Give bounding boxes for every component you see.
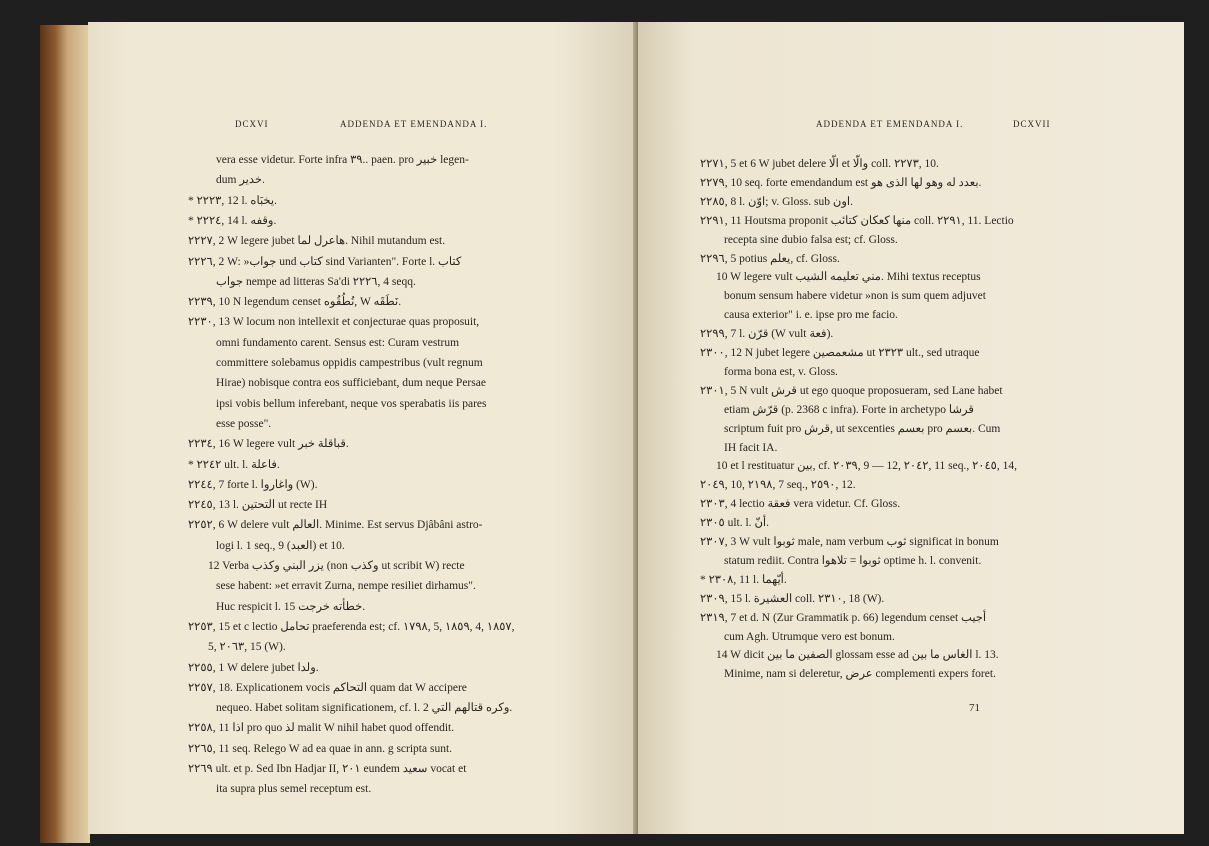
text-line: * ٢٢٢٣, 12 l. يخبَاه. xyxy=(188,194,277,207)
text-line: forma bona est, v. Gloss. xyxy=(724,365,838,378)
text-line: ٢٣٠٧, 3 W vult ثوبوا male, nam verbum ثوب significat in bonum xyxy=(700,536,999,548)
text-line: 10 W legere vult مني تعليمه الشيب. Mihi textus receptus xyxy=(716,271,981,284)
text-line: جواب nempe ad litteras Sa'di ٢٢٢٦, 4 seqq. xyxy=(216,275,416,288)
text-line: Hirae) nobisque contra eos sufficiebant, dum neque Persae xyxy=(216,377,486,390)
text-line: ita supra plus semel receptum est. xyxy=(216,783,372,796)
text-line: ٢٢٩١, 11 Houtsma proponit منها كعكان كتائب coll. ٢٢٩١, 11. Lectio xyxy=(700,214,1014,227)
text-line: 5, ٢٠٦٣, 15 (W). xyxy=(208,641,286,654)
book-cover-edge xyxy=(40,25,90,843)
text-line: ٢٢٧٩, 10 seq. forte emendandum est بعدد له وهو لها الذى هو. xyxy=(700,176,982,189)
text-line: ٢٣٠٠, 12 N jubet legere مشعمصين ut ٢٣٢٣ ult., sed utraque xyxy=(700,347,980,359)
text-line: ٢٢٣٠, 13 W locum non intellexit et conjecturae quas proposuit, xyxy=(188,316,480,329)
text-line: dum خدير. xyxy=(216,174,265,187)
text-line: 14 W dicit الصفين ما بين glossam esse ad الغاس ما بين l. 13. xyxy=(716,649,999,662)
text-line: recepta sine dubio falsa est; cf. Gloss. xyxy=(724,233,898,246)
text-line: ٢٢٣٤, 16 W legere vult قباقلة خبر. xyxy=(188,438,349,451)
text-line: * ٢٣٠٨, 11 l. أيّهما. xyxy=(700,573,787,586)
text-line: * ٢٢٤٢ ult. l. فاعلة. xyxy=(188,458,280,471)
text-line: ٢٢٥٣, 15 et c lectio تحامل praeferenda est; cf. ١٧٩٨, 5, ١٨٥٩, 4, ١٨٥٧, xyxy=(188,620,515,633)
text-line: ٢٢٦٥, 11 seq. Relego W ad ea quae in ann. g scripta sunt. xyxy=(188,742,453,755)
text-line: ٢٢٥٢, 6 W delere vult العالم. Minime. Est servus Djâbâni astro- xyxy=(188,519,483,532)
text-line: ٢٣٠١, 5 N vult قرش ut ego quoque proposueram, sed Lane habet xyxy=(700,384,1003,397)
text-line: IH facit IA. xyxy=(724,441,778,454)
text-line: ٢٢٩٩, 7 l. قرّن (W vult فعة). xyxy=(700,328,834,341)
right-page xyxy=(638,22,1184,834)
text-line: esse posse". xyxy=(216,417,272,430)
text-line: statum rediit. Contra ثوبوا = تلاهوا optime h. l. convenit. xyxy=(724,554,982,567)
text-line: vera esse videtur. Forte infra ۳٩.. paen. pro خبير legen- xyxy=(216,154,469,166)
text-line: etiam قرّش (p. 2368 c infra). Forte in archetypo قرشا xyxy=(724,403,974,416)
text-line: ٢٢٧١, 5 et 6 W jubet delere الّا et والّا coll. ٢٢٧٣, 10. xyxy=(700,158,939,170)
text-line: ٢٢٥٧, 18. Explicationem vocis التحاكم quam dat W accipere xyxy=(188,681,467,694)
text-line: ٢٢٣٩, 10 N legendum censet نُطُقُوه, W نَطَقَه. xyxy=(188,296,402,309)
text-line: ٢٣١٩, 7 et d. N (Zur Grammatik p. 66) legendum censet أجيب xyxy=(700,611,987,624)
text-line: scriptum fuit pro قرش, ut sexcenties بعسم pro بعسم. Cum xyxy=(724,422,1001,435)
text-line: ٢٣٠٩, 15 l. العشيرة coll. ٢٣١٠, 18 (W). xyxy=(700,592,885,605)
text-line: logi l. 1 seq., 9 (العبد) et 10. xyxy=(216,539,345,552)
text-line: committere solebamus oppidis campestribus (vult regnum xyxy=(216,357,483,369)
text-line: ٢٢٥٥, 1 W delere jubet ولدا. xyxy=(188,661,319,674)
text-line: cum Agh. Utrumque vero est bonum. xyxy=(724,630,895,643)
text-line: ٢٢٢٧, 2 W legere jubet هاعرل لما. Nihil mutandum est. xyxy=(188,235,446,248)
text-line: Huc respicit l. 15 خطأته خرجت. xyxy=(216,600,366,613)
left-header-title: ADDENDA ET EMENDANDA I. xyxy=(340,119,488,129)
right-header-roman: DCXVII xyxy=(1013,119,1051,129)
text-line: ٢٢٩٦, 5 potius يعلم, cf. Gloss. xyxy=(700,252,840,265)
left-header-roman: DCXVI xyxy=(235,119,269,129)
text-line: bonum sensum habere videtur »non is sum quem adjuvet xyxy=(724,290,986,303)
text-line: ٢٠٤٩, 10, ٢١٩٨, 7 seq., ٢٥٩٠, 12. xyxy=(700,479,856,492)
text-line: ٢٢٨٥, 8 l. اوّن; v. Gloss. sub اون. xyxy=(700,195,853,208)
text-line: 10 et l restituatur بين, cf. ٢٠٣٩, 9 — 12, ٢٠٤٢, 11 seq., ٢٠٤٥, 14, xyxy=(716,460,1017,473)
text-line: ٢٢٤٤, 7 forte l. واغاروا (W). xyxy=(188,478,318,491)
text-line: ٢٣٠٥ ult. l. أنّ. xyxy=(700,517,769,530)
text-line: ٢٢٦٩ ult. et p. Sed Ibn Hadjar II, ٢٠١ eundem سعيد vocat et xyxy=(188,763,467,775)
text-line: nequeo. Habet solitam significationem, cf. l. 2 وكره قتالهم التي. xyxy=(216,702,513,715)
text-line: causa exterior" i. e. ipse pro me facio. xyxy=(724,309,898,322)
text-line: 12 Verba يزر البني وكذب (non وكذب ut scribit W) recte xyxy=(208,560,465,572)
text-line: ٢٢٤٥, 13 l. التحتين ut recte IH xyxy=(188,499,328,512)
text-line: sese habent: »et erravit Zurna, nempe resiliet dirhamus". xyxy=(216,580,476,593)
text-line: omni fundamento carent. Sensus est: Curam vestrum xyxy=(216,336,460,349)
right-header-title: ADDENDA ET EMENDANDA I. xyxy=(816,119,964,129)
page-number: 71 xyxy=(969,702,980,714)
text-line: ipsi vobis bellum inferebant, neque vos sperabatis iis pares xyxy=(216,397,487,410)
left-page xyxy=(88,22,638,834)
text-line: Minime, nam si deleretur, عرض complementi expers foret. xyxy=(724,668,996,681)
text-line: ٢٢٢٦, 2 W: »جواب und كتاب sind Varianten". Forte l. كتاب xyxy=(188,255,462,268)
text-line: ٢٢٥٨, 11 اذا pro quo لذ malit W nihil habet quod offendit. xyxy=(188,722,455,735)
text-line: * ٢٢٢٤, 14 l. وقفه. xyxy=(188,214,277,227)
text-line: ٢٣٠٣, 4 lectio فعقة vera videtur. Cf. Gloss. xyxy=(700,498,901,511)
